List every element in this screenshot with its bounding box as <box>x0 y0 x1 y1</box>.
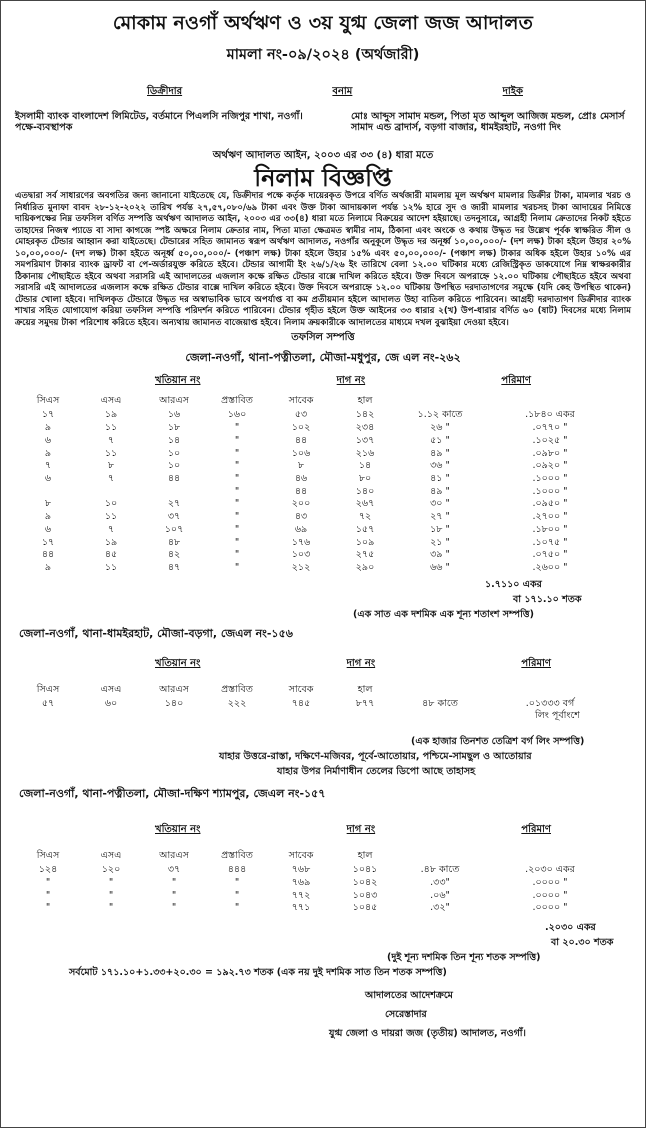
schedule-1-row-cell-5: ১৪০ <box>355 485 375 497</box>
table-row <box>15 409 631 422</box>
schedule-2-header-cell-0: সিএস <box>36 683 60 695</box>
schedule-1-row-cell-2: ৩৭ <box>167 511 181 523</box>
schedule-1-header-cell-1: এসএ <box>100 395 122 407</box>
schedule-1-row-cell-1: ১০ <box>104 498 118 510</box>
schedule-1-total-shatak: বা ১৭১.১০ শতক <box>513 593 582 605</box>
decree-holder-rep: পক্ষে-ব্যবস্থাপক <box>15 122 73 134</box>
schedule-3-row-cell-5: ১০৪৩ <box>352 889 378 901</box>
schedule-1-row-cell-4: ৮ <box>297 460 305 472</box>
schedule-3-header-cell-7 <box>485 849 615 864</box>
versus-label: বনাম <box>332 86 353 97</box>
schedule-1-row-cell-1: ১৯ <box>104 409 118 421</box>
schedule-2-row-extra: লিং পূর্বাংশে <box>535 710 580 722</box>
schedule-3-row-cell-0: " <box>45 876 51 888</box>
schedule-3-row-cell-2: " <box>171 889 177 901</box>
schedule-1-row-cell-3: ১৬০ <box>227 409 247 421</box>
schedule-1-total-words: (এক সাত এক দশমিক এক শূন্য শতাংশ সম্পত্তি) <box>353 608 534 620</box>
schedule-1-column-headers <box>15 394 631 409</box>
schedule-1-rows <box>15 409 631 574</box>
schedule-1-row-cell-5: ২৬৭ <box>355 498 375 510</box>
signature-court: যুগ্ম জেলা ও দায়রা জজ (তৃতীয়) আদালত, নওগাঁ। <box>329 1028 526 1040</box>
schedule-1-row-cell-6: ৪১ " <box>430 472 450 484</box>
schedule-2-row-cell-6: ৪৮ কাতে <box>422 697 458 709</box>
schedule-1-row-cell-2: ২৭ <box>167 498 181 510</box>
schedule-1-row-cell-5: ১৪২ <box>355 409 375 421</box>
schedule-1-row-cell-6: ২১ " <box>430 536 450 548</box>
table-row <box>15 524 631 537</box>
schedule-1-row-cell-1 <box>81 486 141 499</box>
schedule-3-row-cell-4: ৭৬৯ <box>291 876 311 888</box>
schedule-1-row-cell-0: ৯ <box>44 422 52 434</box>
table-row <box>15 537 631 550</box>
schedule-1-row-cell-3: " <box>234 498 240 510</box>
schedule-1-row-cell-3: " <box>234 447 240 459</box>
schedule-1-header-cell-0: সিএস <box>36 395 60 407</box>
schedule-1-row-cell-7: .১৮৪০ একর <box>525 409 575 421</box>
schedule-1-row-cell-4: ৪৬ <box>294 472 308 484</box>
schedule-1-row-cell-2: ৪৮ <box>167 536 181 548</box>
schedule-3-row-cell-3: " <box>234 876 240 888</box>
schedule-1-row-cell-7: .১০৭৫ " <box>532 536 568 548</box>
schedule-3-header-cell-4: সাবেক <box>288 850 314 862</box>
schedule-3-rows <box>15 864 631 915</box>
schedule-1-row-cell-2: ১৬ <box>167 409 181 421</box>
schedule-3-row-cell-7: .০০০০ " <box>532 889 568 901</box>
table-row <box>15 498 631 511</box>
schedule-3-row-cell-4: ৭৬৮ <box>291 864 311 876</box>
table-row <box>15 549 631 562</box>
schedule-1-row-cell-4: ২০০ <box>291 498 311 510</box>
schedule-3-row-cell-5: ১০৪৫ <box>352 902 378 914</box>
schedule-3-header-cell-1: এসএ <box>100 850 122 862</box>
schedule-1-header-cell-3: প্রস্তাবিত <box>221 395 253 407</box>
schedule-1-row-cell-4: ৪৪ <box>294 434 308 446</box>
table-row <box>15 435 631 448</box>
schedule-3-row-cell-0: " <box>45 902 51 914</box>
schedule-1-row-cell-2: ৪৪ <box>167 472 181 484</box>
schedule-1-row-cell-3: " <box>234 549 240 561</box>
schedule-1-header-cell-4: সাবেক <box>288 395 314 407</box>
schedule-1-row-cell-1: ১১ <box>104 447 118 459</box>
schedule-1-row-cell-7: .০৯৫০ " <box>532 498 568 510</box>
schedule-3-row-cell-6: .৩৩" <box>430 876 450 888</box>
schedule-1-row-cell-0: ৬ <box>44 472 52 484</box>
schedule-3-row-cell-7: .০০০০ " <box>532 876 568 888</box>
schedule-1-row-cell-2: ১০৭ <box>164 523 184 535</box>
schedule-1-row-cell-1: ১১ <box>104 511 118 523</box>
schedule-2-row-cell-3: ২২২ <box>227 697 247 709</box>
schedule-1-row-cell-2: ৪২ <box>167 549 181 561</box>
table-row <box>15 422 631 435</box>
schedule-2 <box>15 625 631 780</box>
schedule-2-group-headers <box>15 656 631 673</box>
schedule-1-row-cell-3: " <box>234 523 240 535</box>
schedule-1-row-cell-6: ১৮ " <box>430 523 450 535</box>
dag-header: দাগ নং <box>336 375 366 387</box>
parties-header <box>15 84 631 101</box>
schedule-1-row-cell-7: .২৭০০ " <box>532 511 568 523</box>
schedule-1-row-cell-6: ৪৯ " <box>430 447 450 459</box>
schedule-1-row-cell-1: ৭ <box>107 434 115 446</box>
table-row <box>15 877 631 890</box>
table-row <box>15 486 631 499</box>
schedule-3-row-cell-1: ১২০ <box>101 864 121 876</box>
schedule-1-row-cell-6: ৩৯ " <box>430 549 450 561</box>
schedule-1-row-cell-0: ৭ <box>44 460 52 472</box>
schedule-2-header-cell-7 <box>485 683 615 698</box>
schedule-3-row-cell-4: ৭৭২ <box>291 889 311 901</box>
schedule-2-row-cell-5: ৮৭৭ <box>355 697 375 709</box>
schedule-1-row-cell-1: ৭ <box>107 523 115 535</box>
schedule-3-row-cell-6: .৩২" <box>430 902 450 914</box>
schedule-1-row-cell-2: ৪৭ <box>167 561 181 573</box>
schedule-3-header-cell-3: প্রস্তাবিত <box>221 850 253 862</box>
schedule-1-header-cell-7 <box>485 394 615 409</box>
schedule-1-row-cell-6: ৩০ " <box>430 498 450 510</box>
schedule-3-column-headers <box>15 849 631 864</box>
schedule-3-total-acre: .২০৩০ একর <box>545 922 596 934</box>
schedule-1-row-cell-4: ১০২ <box>291 422 311 434</box>
schedule-1-row-cell-3: " <box>234 561 240 573</box>
schedule-3-header-cell-0: সিএস <box>36 850 60 862</box>
schedule-2-words: (এক হাজার তিনশত তেত্রিশ বর্গ লিং সম্পত্তি) <box>411 736 585 748</box>
schedule-1-row-cell-7: .১০২৫ " <box>532 434 568 446</box>
schedule-3-row-cell-7: .০০০০ " <box>532 902 568 914</box>
schedule-2-boundary-2: যাহার উপর নির্মাণাধীন তেলের ডিপো আছে তাহাসহ <box>277 766 476 778</box>
schedule-3-total-words: (দুই শূন্য দশমিক তিন শূন্য শতক সম্পত্তি) <box>387 952 541 964</box>
schedule-1-mouza: জেলা-নওগাঁ, থানা-পত্নীতলা, মৌজা-মধুপুর, জে এল নং-২৬২ <box>185 351 461 365</box>
schedule-3 <box>15 785 631 966</box>
schedule-1-row-cell-4: ৪৩ <box>294 511 308 523</box>
schedule-1-row-cell-6: ১.১২ কাতে <box>417 409 463 421</box>
schedule-1-group-headers <box>15 373 631 390</box>
schedule-2-header-cell-1: এসএ <box>100 683 122 695</box>
schedule-1-row-cell-7: .০৭৫০ " <box>532 549 568 561</box>
schedule-1-row-cell-2: ১৪ <box>167 434 181 446</box>
schedule-3-row-cell-6: .০৬" <box>430 889 450 901</box>
schedule-2-row-cell-2: ১৪০ <box>164 697 184 709</box>
schedule-1-row-cell-7: .১০০০ " <box>532 485 568 497</box>
schedule-3-row-cell-7: .২০৩০ একর <box>525 864 575 876</box>
schedule-1-row-cell-7: .০৭৭০ " <box>532 422 568 434</box>
schedule-1-row-cell-0: ৪৪ <box>41 549 55 561</box>
schedule-1-header-cell-5: হাল <box>357 395 373 407</box>
schedule-3-row-cell-6: .৪৮ কাতে <box>420 864 460 876</box>
schedule-1-row-cell-5: ২৭৫ <box>355 549 375 561</box>
schedule-1-row-cell-3: " <box>234 485 240 497</box>
schedule-1-row-cell-1: ১১ <box>104 561 118 573</box>
schedule-1-row-cell-0: ৬ <box>44 523 52 535</box>
schedule-1-row-cell-6: ৫১ " <box>430 434 450 446</box>
schedule-2-header-cell-4: সাবেক <box>288 683 314 695</box>
schedule-3-row-cell-5: ১০৪১ <box>352 864 378 876</box>
schedule-1-row-cell-0: ৯ <box>44 447 52 459</box>
schedule-2-row <box>15 698 631 711</box>
schedule-1-row-cell-7: .১০০০ " <box>532 472 568 484</box>
schedule-3-header-cell-5: হাল <box>357 850 373 862</box>
schedule-1-row-cell-0: ১৭ <box>41 536 55 548</box>
schedule-1-row-cell-2 <box>141 486 207 499</box>
schedule-1-row-cell-3: " <box>234 472 240 484</box>
table-row <box>15 890 631 903</box>
schedule-1-row-cell-0: ৯ <box>44 561 52 573</box>
schedule-1-row-cell-5: ২৩৪ <box>355 422 375 434</box>
act-reference: অর্থঋণ আদালত আইন, ২০০৩ এর ৩৩ (৪) ধারা মতে <box>212 149 434 161</box>
schedule-1-row-cell-5: ১৪ <box>358 460 372 472</box>
schedule-3-header-cell-6 <box>395 849 485 864</box>
schedule-1-row-cell-6: ২৬ " <box>430 422 450 434</box>
schedule-3-row-cell-3: " <box>234 902 240 914</box>
schedule-1-row-cell-0: ৯ <box>44 511 52 523</box>
notice-title: নিলাম বিজ্ঞপ্তি <box>254 163 392 192</box>
schedule-3-row-cell-2: ৩৭ <box>167 864 181 876</box>
amount-header: পরিমাণ <box>501 375 531 387</box>
schedule-3-header-cell-2: আরএস <box>159 850 189 862</box>
schedule-1-row-cell-3: " <box>234 536 240 548</box>
table-row <box>15 448 631 461</box>
notice-body: এতদ্বারা সর্ব সাধারণের অবগতির জন্য জানানো যাইতেছে যে, ডিক্রীদার পক্ষে কর্তৃক দায়েরকৃত উপরে বর্ণিত অর্থজারী মামলায় মূল অর্থঋণ মামলার ডিক্রীর টাকা, মামলার খরচ ও নির্ধারিত মুনাফা বাবদ ২৮-১২-২০২২ তারিখ পর্যন্ত ২৭,৫৭,০৮০/৬৯ টাকা এবং উক্ত টাকা আদায়কাল পর্যন্ত ১২% হারে সুদ ও জারী মামলার খরচসহ টাকা আদায়ের নিমিত্তে দায়িকপক্ষের নিম্ন তফসিল বর্ণিত সম্পত্তি অর্থঋণ আদালত আইন, ২০০৩ এর ৩৩(৪) ধারা মতে নিলামে বিক্রয়ের আদেশ হইয়াছে। তদনুসারে, আগ্রহী নিলাম ক্রেতাদের নিকট হইতে তাহাদের নিজস্ব প্যাডে বা সাদা কাগজে স্পষ্ট অক্ষরে নিলাম ক্রেতার নাম, পিতা মাতা ক্ষেত্রমত স্বামীর নাম, ঠিকানা এবং অংকে ও কথায় উদ্ধৃত দর উল্লেখ পূর্বক স্বাক্ষরিত সীল ও মোহরকৃত টেন্ডার আহ্বান করা যাইতেছে। টেন্ডারের সহিত জামানত স্বরূপ অর্থঋণ আদালত, নওগাঁর অনুকূলে উদ্ধৃত দর অনূর্ধ্ব ১০,০০,০০০/- (দশ লক্ষ) টাকা হইলে উহার ২০% ১০,০০,০০০/- (দশ লক্ষ) টাকা হইতে অনূর্ধ্ব ৫০,০০,০০০/- (পঞ্চাশ লক্ষ) টাকা হইলে উহার ১৫% এবং ৫০,০০,০০০/- (পঞ্চাশ লক্ষ) টাকার অধিক হইলে উহার ১০% এর সমপরিমাণ টাকার ব্যাংক ড্রাফট বা পে-অর্ডারযুক্ত করিতে হইবে। টেন্ডার আগামী ইং ২৬/১/২৬ ইং তারিখে বেলা ১২.০০ ঘটিকার মধ্যে রেজিস্ট্রিকৃত ডাকযোগে নিম্ন স্বাক্ষরকারীর ঠিকানায় পৌছাইতে হইবে অথবা সরাসরি এই আদালতের এজলাস কক্ষে রক্ষিত টেন্ডার বাক্সে দাখিল করিতে হইবে। উক্ত দিবসে অপরাহ্নে ১২.০০ ঘটিকায় পৌছাইতে হইবে অথবা সরাসরি এই আদালতের এজলাস কক্ষে রক্ষিত টেন্ডার বাক্সে দাখিল করিতে হইবে। উক্ত দিবসে অপরাহ্নে ১২.০০ ঘটিকায় উপস্থিত দরদাতাগণের সমুক্ষে (যদি কেহ উপস্থিত থাকেন) টেন্ডার খোলা হইবে। দাখিলকৃত টেন্ডারে উদ্ধৃত দর অস্বাভাবিক ভাবে অপর্যাপ্ত বা কম প্রতীয়মান হইলে আদালত উহা বাতিল করিতে পারিবেন। আগ্রহী দরদাতাগণ ডিক্রীদার ব্যাংক শাখার সহিত যোগাযোগ করিয়া তফসিল সম্পত্তি পরিদর্শন করিতে পারিবেন। টেন্ডার গৃহীত হইলে উক্ত আইনের ৩৩ ধারার ২(খ) উপ-ধারার বর্ণিত ৬০ (ষাট) দিবসের মধ্যে নিলাম ক্রয়ের সমুদয় টাকা পরিশোধ করিতে হইবে। অন্যথায় জামানত বাজেয়াপ্ত হইবে। নিলাম ক্রয়কারীকে আদালতের মাধ্যমে দখল বুঝাইয়া দেওয়া হইবে। <box>15 191 631 328</box>
table-row <box>15 562 631 575</box>
schedule-3-row-cell-5: ১০৪২ <box>352 876 378 888</box>
schedule-3-row-cell-3: " <box>234 889 240 901</box>
decree-holder-label: ডিক্রীদার <box>147 86 183 97</box>
schedule-1-row-cell-0: ৬ <box>44 434 52 446</box>
schedule-1-row-cell-5: ২৯০ <box>355 561 375 573</box>
amount-header: পরিমাণ <box>521 824 551 836</box>
schedule-3-row-cell-1: " <box>108 876 114 888</box>
schedule-1-row-cell-5: ৮০ <box>358 472 372 484</box>
decree-holder-block <box>15 111 305 134</box>
schedule-1-row-cell-2: ১৮ <box>167 422 181 434</box>
schedule-3-row-cell-1: " <box>108 889 114 901</box>
schedule-2-header-cell-5: হাল <box>357 683 373 695</box>
schedule-2-row-cell-0: ৫৭ <box>41 697 55 709</box>
schedule-1-row-cell-5: ৭২ <box>358 511 372 523</box>
schedule-3-row-cell-1: " <box>108 902 114 914</box>
schedule-1-row-cell-7: .০৯২০ " <box>532 460 568 472</box>
schedule-1-row-cell-7: .২৬০০ " <box>532 561 568 573</box>
schedule-3-group-headers <box>15 822 631 839</box>
schedule-2-header-cell-6 <box>395 683 485 698</box>
schedule-1-row-cell-3: " <box>234 511 240 523</box>
schedule-1-row-cell-4: ৬৯ <box>294 523 308 535</box>
schedule-2-header-cell-3: প্রস্তাবিত <box>221 683 253 695</box>
schedule-1-row-cell-5: ১৩৭ <box>355 434 375 446</box>
table-row <box>15 511 631 524</box>
schedule-1-row-cell-7: .০৯৮০ " <box>532 447 568 459</box>
schedule-1-row-cell-3: " <box>234 434 240 446</box>
signature-title: সেরেস্তাদার <box>385 1009 427 1021</box>
debtor-name: মোঃ আব্দুস সামাদ মন্ডল, পিতা মৃত আব্দুল আজিজ মন্ডল, প্রোঃ মেসার্স সামাদ এন্ড ব্রাদার্স, বড়গা বাজার, ধামইরহাট, নওগা দিং <box>351 111 625 134</box>
schedule-1 <box>15 349 631 622</box>
schedule-1-row-cell-4: ১৭৬ <box>291 536 311 548</box>
schedule-3-row-cell-0: " <box>45 889 51 901</box>
schedule-1-row-cell-3: " <box>234 460 240 472</box>
schedule-1-row-cell-4: ২১২ <box>291 561 311 573</box>
schedule-1-row-cell-2: ১০ <box>167 447 181 459</box>
schedule-title: তফসিল সম্পত্তি <box>291 332 355 344</box>
schedule-3-mouza: জেলা-নওগাঁ, থানা-পত্নীতলা, মৌজা-দক্ষিণ শ্যামপুর, জেএল নং-১৫৭ <box>19 787 326 801</box>
case-number: মামলা নং-০৯/২০২৪ (অর্থজারী) <box>226 47 420 63</box>
grand-total: সর্বমোট ১৭১.১০+১.৩৩+২০.৩০ = ১৯২.৭৩ শতক (এক নয় দুই দশমিক সাত তিন শতক সম্পত্তি) <box>69 967 447 979</box>
schedule-1-row-cell-4: ৪৪ <box>294 485 308 497</box>
khatian-header: খতিয়ান নং <box>155 375 201 387</box>
schedule-3-row-cell-2: " <box>171 902 177 914</box>
dag-header: দাগ নং <box>346 657 376 669</box>
schedule-3-row-cell-4: ৭৭১ <box>291 902 311 914</box>
table-row <box>15 473 631 486</box>
schedule-1-row-cell-0 <box>15 486 81 499</box>
signature-order: আদালতের আদেশক্রমে <box>365 990 453 1002</box>
schedule-1-row-cell-5: ১০৯ <box>355 536 375 548</box>
schedule-1-row-cell-1: ৮ <box>107 460 115 472</box>
schedule-1-row-cell-6: ২৭ " <box>430 511 450 523</box>
schedule-1-row-cell-5: ২১৬ <box>355 447 375 459</box>
schedule-1-row-cell-1: ১৯ <box>104 536 118 548</box>
schedule-2-row-cell-7: .০১৩৩৩ বর্গ <box>525 697 575 709</box>
schedule-1-header-cell-2: আরএস <box>159 395 189 407</box>
schedule-2-row-cell-1: ৬০ <box>104 697 118 709</box>
schedule-2-row-cell-4: ৭৪৫ <box>291 697 311 709</box>
court-title: মোকাম নওগাঁ অর্থঋণ ও ৩য় যুগ্ম জেলা জজ আদালত <box>112 12 534 34</box>
schedule-1-row-cell-3: " <box>234 422 240 434</box>
table-row <box>15 864 631 877</box>
schedule-1-row-cell-1: ৪৫ <box>104 549 118 561</box>
khatian-header: খতিয়ান নং <box>155 657 201 669</box>
schedule-3-row-cell-2: " <box>171 876 177 888</box>
schedule-1-row-cell-0: ১৭ <box>41 409 55 421</box>
decree-holder-name: ইসলামী ব্যাংক বাংলাদেশ লিমিটেড, বর্তমানে পিএলসি নজিপুর শাখা, নওগাঁ। <box>15 111 303 122</box>
schedule-1-row-cell-1: ৭ <box>107 472 115 484</box>
schedule-1-total-acre: ১.৭১১০ একর <box>485 578 542 590</box>
schedule-1-row-cell-0: ৮ <box>44 498 52 510</box>
amount-header: পরিমাণ <box>521 657 551 669</box>
schedule-1-row-cell-6: ৬৬ " <box>430 561 450 573</box>
schedule-2-mouza: জেলা-নওগাঁ, থানা-ধামইরহাট, মৌজা-বড়গা, জেএল নং-১৫৬ <box>19 626 293 640</box>
dag-header: দাগ নং <box>346 824 376 836</box>
schedule-2-header-cell-2: আরএস <box>159 683 189 695</box>
schedule-1-row-cell-4: ১০৬ <box>291 447 311 459</box>
schedule-2-boundary: যাহার উত্তরে-রাস্তা, দক্ষিণে-মজিবর, পূর্বে-আতোয়ার, পশ্চিমে-সামছুল ও আতোয়ার <box>219 751 532 763</box>
schedule-1-row-cell-6: ৩৬ " <box>430 460 450 472</box>
schedule-1-row-cell-2: ১০ <box>167 460 181 472</box>
schedule-1-row-cell-5: ১৫৭ <box>355 523 375 535</box>
parties-block <box>15 111 631 134</box>
schedule-2-column-headers <box>15 683 631 698</box>
table-row <box>15 460 631 473</box>
schedule-1-row-cell-1: ১১ <box>104 422 118 434</box>
schedule-1-header-cell-6 <box>395 394 485 409</box>
debtor-label: দাইক <box>502 86 523 97</box>
schedule-1-row-cell-6: ৪৯ " <box>430 485 450 497</box>
schedule-3-total-shatak: বা ২০.৩০ শতক <box>551 937 614 949</box>
table-row <box>15 902 631 915</box>
khatian-header: খতিয়ান নং <box>155 824 201 836</box>
schedule-1-row-cell-4: ১০৩ <box>291 549 311 561</box>
schedule-3-row-cell-3: ৪৪৪ <box>227 864 247 876</box>
schedule-3-row-cell-0: ১২৪ <box>38 864 58 876</box>
schedule-1-row-cell-7: .১৮০০ " <box>532 523 568 535</box>
schedule-1-row-cell-4: ৫৩ <box>294 409 308 421</box>
